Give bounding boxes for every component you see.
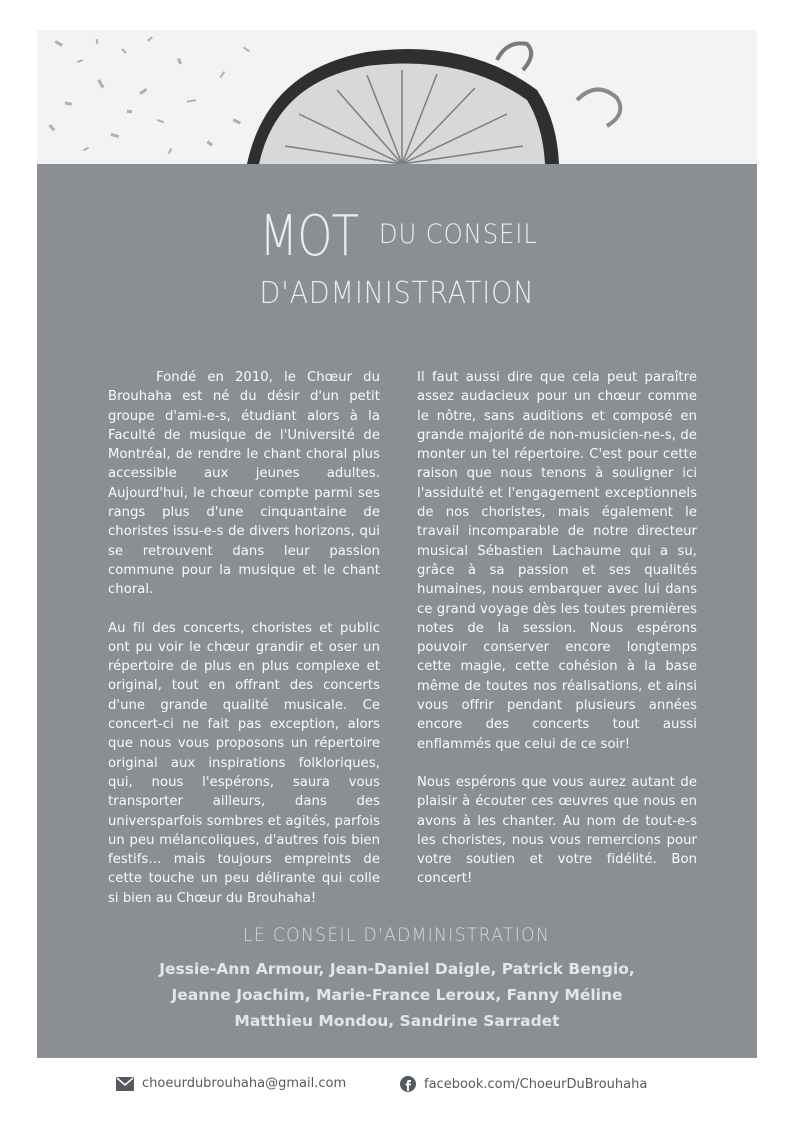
right-column bbox=[417, 368, 697, 908]
facebook-text: facebook.com/ChoeurDuBrouhaha bbox=[424, 1076, 648, 1092]
title-du-conseil: DU CONSEIL bbox=[378, 219, 538, 250]
page-title bbox=[37, 200, 757, 311]
signature-names-line: Jessie-Ann Armour, Jean-Daniel Daigle, Patrick Bengio, bbox=[159, 960, 635, 978]
envelope-icon bbox=[116, 1077, 134, 1091]
sunburst-drum-illustration bbox=[37, 30, 757, 164]
signature-block bbox=[37, 924, 757, 1034]
email-link[interactable] bbox=[116, 1076, 346, 1091]
title-administration: D'ADMINISTRATION bbox=[259, 276, 535, 311]
signature-title: LE CONSEIL D'ADMINISTRATION bbox=[243, 924, 551, 946]
paragraph: Au fil des concerts, choristes et public ont pu voir le chœur grandir et oser un répertoire de plus en plus complexe et original, tout en offrant des concerts d'une grande qualité musicale. Ce concert-ci ne fait pas exception, alors que nous vous proposons un répertoire original aux inspirations folkloriques, qui, nous l'espérons, saura vous transporter ailleurs, dans des universparfois sombres et agités, parfois un peu mélancoliques, d'autres fois bien festifs… mais toujours empreints de cette touche un peu délirante qui colle si bien au Chœur du Brouhaha! bbox=[108, 620, 380, 906]
facebook-link[interactable] bbox=[400, 1076, 647, 1092]
paragraph: Fondé en 2010, le Chœur du Brouhaha est né du désir d'un petit groupe d'ami-e-s, étudiant alors à la Faculté de musique de l'Université de Montréal, de rendre le chant choral plus accessible aux jeunes adultes. Aujourd'hui, le chœur compte parmi ses rangs plus d'une cinquantaine de choristes issu-e-s de divers horizons, qui se retrouvent dans leur passion commune pour la musique et le chant choral. bbox=[108, 370, 380, 598]
facebook-icon bbox=[400, 1076, 416, 1092]
paragraph: Il faut aussi dire que cela peut paraître assez audacieux pour un chœur comme le nôtre, sans auditions et composé en grande majorité de non-musicien-ne-s, de monter un tel répertoire. C'est pour cette raison que nous tenons à souligner ici l'assiduité et l'engagement exceptionnels de nos choristes, mais également le travail incomparable de notre directeur musical Sébastien Lachaume qui a su, grâce à sa passion et ses qualités humaines, nous embarquer avec lui dans ce grand voyage dès les toutes premières notes de la session. Nous espérons pouvoir conserver encore longtemps cette magie, cette cohésion à la base même de toutes nos réalisations, et ainsi vous offrir pendant plusieurs années encore des concerts tout aussi enflammés que celui de ce soir! bbox=[417, 370, 697, 752]
paragraph: Nous espérons que vous aurez autant de plaisir à écouter ces œuvres que nous en avons à les chanter. Au nom de tout-e-s les choristes, nous vous remercions pour votre soutien et votre fidélité. Bon concert! bbox=[417, 774, 697, 887]
email-text: choeurdubrouhaha@gmail.com bbox=[142, 1076, 347, 1091]
signature-names-line: Matthieu Mondou, Sandrine Sarradet bbox=[234, 1012, 560, 1030]
content-panel bbox=[37, 164, 757, 1058]
footer bbox=[0, 1076, 794, 1098]
left-column bbox=[108, 368, 380, 927]
signature-names-line: Jeanne Joachim, Marie-France Leroux, Fanny Méline bbox=[171, 986, 623, 1004]
header-illustration bbox=[37, 30, 757, 164]
title-mot: MOT bbox=[259, 204, 359, 269]
